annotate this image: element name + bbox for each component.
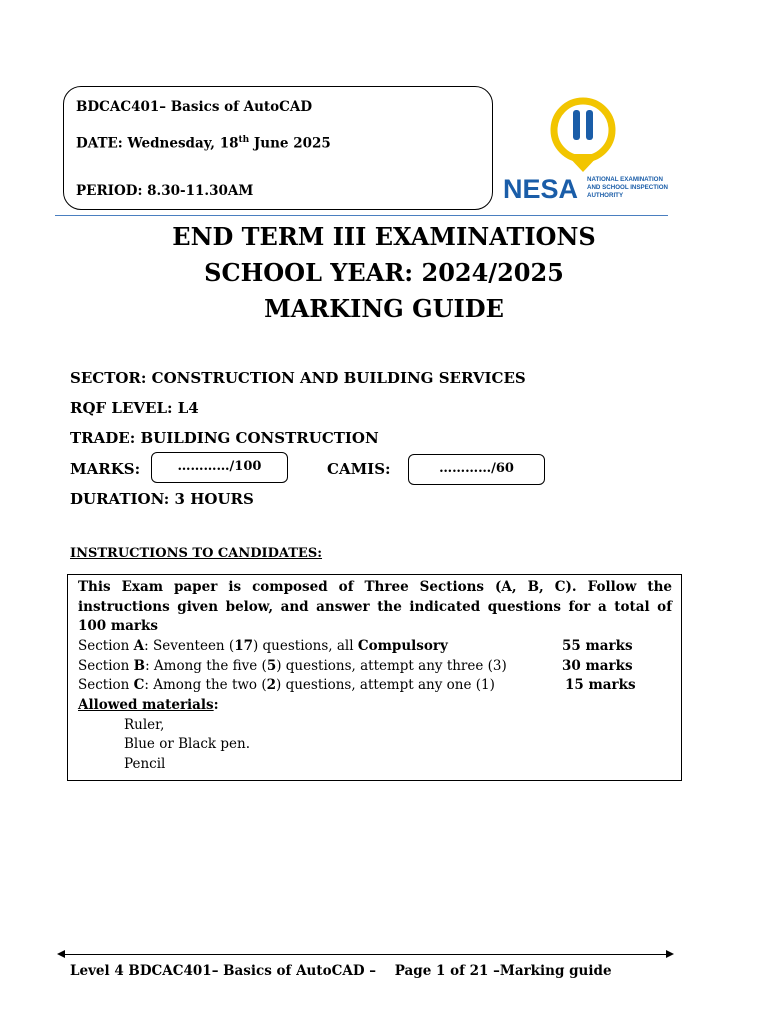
camis-label: CAMIS: (327, 460, 391, 478)
rqf-level-field: RQF LEVEL: L4 (70, 399, 199, 417)
section-b-marks: 30 marks (562, 658, 633, 674)
material-item: Ruler, (124, 717, 165, 733)
section-c-row: Section C: Among the two (2) questions, attempt any one (1) (78, 677, 495, 693)
logo-caption-1: NATIONAL EXAMINATION (587, 176, 663, 183)
sector-field: SECTOR: CONSTRUCTION AND BUILDING SERVICES (70, 369, 526, 387)
section-a-row: Section A: Seventeen (17) questions, all Compulsory (78, 638, 448, 654)
marks-label: MARKS: (70, 460, 141, 478)
exam-period: PERIOD: 8.30-11.30AM (76, 183, 254, 199)
document-type: MARKING GUIDE (264, 294, 504, 323)
footer-arrow-right (666, 950, 674, 958)
instructions-box (67, 574, 682, 781)
duration-field: DURATION: 3 HOURS (70, 490, 254, 508)
footer-rule (60, 954, 672, 955)
module-title: BDCAC401– Basics of AutoCAD (76, 99, 313, 115)
header-divider (55, 215, 668, 216)
material-item: Blue or Black pen. (124, 736, 251, 752)
exam-title: END TERM III EXAMINATIONS (172, 222, 596, 251)
section-b-row: Section B: Among the five (5) questions, attempt any three (3) (78, 658, 507, 674)
instructions-intro: This Exam paper is composed of Three Sections (A, B, C). Follow the instructions given below, and answer the indicated questions for a total of 100 marks (78, 579, 672, 634)
allowed-materials-label: Allowed materials: (78, 697, 219, 713)
instructions-heading: INSTRUCTIONS TO CANDIDATES: (70, 546, 323, 561)
section-c-marks: 15 marks (565, 677, 636, 693)
exam-info-box (63, 86, 493, 210)
logo-caption-3: AUTHORITY (587, 192, 624, 199)
logo-caption-2: AND SCHOOL INSPECTION (587, 184, 669, 191)
marks-box: …………/100 (151, 452, 288, 483)
nesa-logo (500, 92, 680, 204)
trade-field: TRADE: BUILDING CONSTRUCTION (70, 429, 379, 447)
section-a-marks: 55 marks (562, 638, 633, 654)
footer-text: Level 4 BDCAC401– Basics of AutoCAD – Page 1 of 21 –Marking guide (70, 963, 612, 979)
material-item: Pencil (124, 756, 166, 772)
school-year: SCHOOL YEAR: 2024/2025 (204, 258, 564, 287)
exam-date: DATE: Wednesday, 18th June 2025 (76, 135, 331, 152)
camis-box: …………/60 (408, 454, 545, 485)
logo-wordmark: NESA (503, 174, 579, 204)
